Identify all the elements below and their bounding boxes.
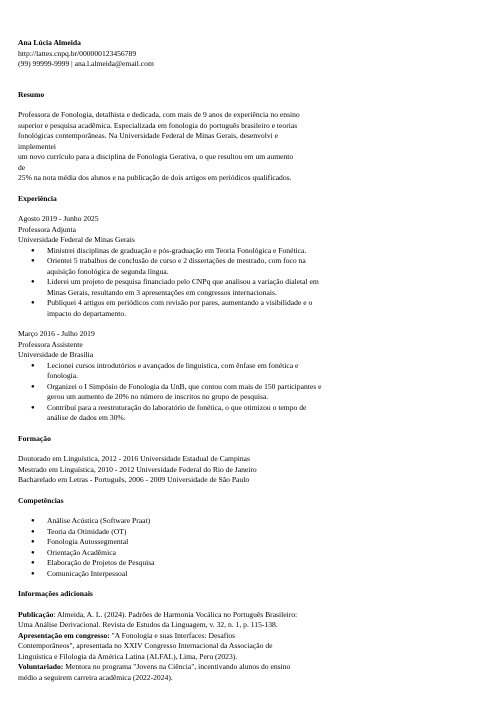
job-org: Universidade Federal de Minas Gerais	[18, 235, 135, 244]
summary-line: 25% na nota média dos alunos e na publicação de dois artigos em periódicos qualificados.	[18, 173, 292, 182]
publication-entry	[18, 610, 500, 621]
skill-item: ● Elaboração de Projetos de Pesquisa	[18, 558, 500, 569]
publication-label: Publicação	[18, 609, 54, 619]
job-bullets	[18, 246, 500, 320]
bullet-item: gerou um aumento de 20% no número de inscritos no grupo de pesquisa.	[47, 392, 269, 401]
lattes-link[interactable]: http://lattes.cnpq.br/000000123456789	[18, 48, 137, 58]
section-title-competencias: Competências	[18, 495, 64, 505]
volunteer-entry	[18, 662, 500, 673]
bullet-item: ● Contribuí para a reestruturação do laboratório de fonética, o que otimizou o tempo de	[18, 403, 500, 414]
skill-item: ● Teoria da Otimidade (OT)	[18, 527, 500, 538]
skill-item: ● Fonologia Autossegmental	[18, 537, 500, 548]
summary-line: Professora de Fonologia, detalhista e dedicada, com mais de 9 anos de experiência no ensino	[18, 110, 300, 119]
summary-line: um novo currículo para a disciplina de Fonologia Gerativa, o que resultou em um aumento de	[18, 152, 294, 172]
volunteer-label: Voluntariado:	[18, 662, 64, 671]
presentation-text: Contemporâneos", apresentada no XXIV Congresso Internacional da Associação de	[18, 641, 273, 650]
bullet-item: ● Liderei um projeto de pesquisa financiado pelo CNPq que analisou a variação dialetal em	[18, 277, 500, 288]
education-item: Mestrado em Linguística, 2010 - 2012 Universidade Federal do Rio de Janeiro	[18, 464, 257, 474]
bullet-item: impacto do departamento.	[47, 308, 127, 318]
section-title-formacao: Formação	[18, 433, 51, 443]
job-bullets	[18, 361, 500, 424]
job-period: Agosto 2019 - Junho 2025	[18, 214, 99, 223]
volunteer-text: Mentora no programa "Jovens na Ciência", incentivando alunos do ensino	[63, 662, 291, 671]
presentation-text: "A Fonologia e suas Interfaces: Desafios	[109, 630, 236, 640]
presentation-text: Linguística e Filologia da América Latina (ALFAL), Lima, Peru (2023).	[18, 651, 238, 661]
education-item: Doutorado em Linguística, 2012 - 2016 Universidade Estadual de Campinas	[18, 454, 250, 463]
publication-text: : Almeida, A. L. (2024). Padrões de Harmonia Vocálica no Português Brasileiro:	[53, 609, 298, 619]
header	[18, 38, 500, 70]
summary-text	[18, 110, 300, 184]
section-title-adicionais: Informações adicionais	[18, 589, 93, 598]
job-role: Professora Assistente	[18, 339, 83, 349]
bullet-item: ● Organizei o I Simpósio de Fonologia da UnB, que contou com mais de 150 participantes e	[18, 382, 500, 393]
skill-item: ● Comunicação Interpessoal	[18, 569, 500, 580]
section-adicionais	[18, 589, 500, 683]
section-experiencia	[18, 194, 500, 424]
bullet-item: análise de dados em 30%.	[47, 413, 126, 422]
volunteer-text: médio a seguirem carreira acadêmica (2022-2024).	[18, 672, 173, 682]
section-title-experiencia: Experiência	[18, 193, 57, 203]
bullet-item: aquisição fonológica de segunda língua.	[47, 266, 169, 276]
section-formacao	[18, 434, 500, 486]
publication-text: Uma Análise Derivacional. Revista de Estudos da Linguagem, v. 32, n. 1, p. 115-138.	[18, 620, 278, 629]
job-period: Março 2016 - Julho 2019	[18, 329, 95, 338]
candidate-name: Ana Lúcia Almeida	[18, 38, 81, 47]
presentation-entry	[18, 631, 500, 642]
education-item: Bacharelado em Letras - Português, 2006 - 2009 Universidade de São Paulo	[18, 475, 250, 484]
bullet-item: fonologia.	[47, 371, 79, 380]
skill-item: ● Análise Acústica (Software Praat)	[18, 516, 500, 527]
job-org: Universidade de Brasília	[18, 350, 94, 359]
skill-item: ● Orientação Acadêmica	[18, 548, 500, 559]
skills-list	[18, 516, 500, 579]
bullet-item: ● Orientei 5 trabalhos de conclusão de curso e 2 dissertações de mestrado, com foco na	[18, 256, 500, 267]
job-entry	[18, 214, 500, 319]
section-competencias	[18, 496, 500, 580]
job-role: Professora Adjunta	[18, 224, 76, 234]
contact-info: (99) 99999-9999 | ana.l.almeida@email.com	[18, 59, 154, 68]
bullet-item: ● Lecionei cursos introdutórios e avançados de linguística, com ênfase em fonética e	[18, 361, 500, 372]
section-title-resumo: Resumo	[18, 89, 45, 99]
bullet-item: ● Publiquei 4 artigos em periódicos com revisão por pares, aumentando a visibilidade e o	[18, 298, 500, 309]
job-entry	[18, 329, 500, 424]
section-resumo	[18, 90, 500, 184]
bullet-item: Minas Gerais, resultando em 3 apresentações em congressos internacionais.	[47, 287, 277, 297]
summary-line: fonológicas contemporâneas. Na Universidade Federal de Minas Gerais, desenvolvi e implementei	[18, 131, 279, 151]
summary-line: superior e pesquisa acadêmica. Especializada em fonologia do português brasileiro e teorias	[18, 120, 298, 130]
bullet-item: ● Ministrei disciplinas de graduação e pós-graduação em Teoria Fonológica e Fonética.	[18, 246, 500, 257]
presentation-label: Apresentação em congresso:	[18, 630, 110, 640]
